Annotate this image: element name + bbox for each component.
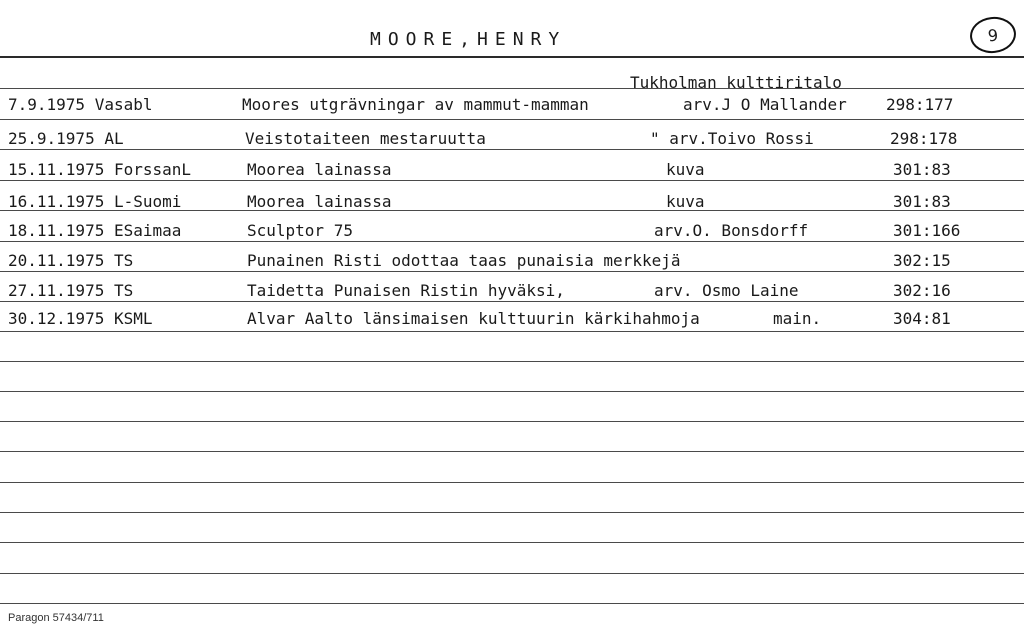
entry-note: arv. Osmo Laine: [654, 281, 799, 300]
entry-note: kuva: [666, 192, 705, 211]
divider: [0, 241, 1024, 242]
entry-title: Veistotaiteen mestaruutta: [245, 129, 486, 148]
entry-note: arv.O. Bonsdorff: [654, 221, 809, 240]
card-footer: Paragon 57434/711: [8, 612, 104, 624]
header-note: Tukholman kulttiritalo: [630, 73, 842, 92]
divider: [0, 361, 1024, 362]
entry-date-source: 7.9.1975 Vasabl: [8, 95, 153, 114]
page-number: 9: [986, 25, 1000, 45]
divider: [0, 119, 1024, 120]
entry-note: kuva: [666, 160, 705, 179]
divider: [0, 331, 1024, 332]
divider: [0, 573, 1024, 574]
divider: [0, 482, 1024, 483]
entry-ref: 302:15: [893, 251, 951, 270]
entry-date-source: 18.11.1975 ESaimaa: [8, 221, 182, 240]
divider: [0, 271, 1024, 272]
entry-title: Alvar Aalto länsimaisen kulttuurin kärkihahmoja: [247, 309, 700, 328]
entry-date-source: 16.11.1975 L-Suomi: [8, 192, 182, 211]
entry-date-source: 15.11.1975 ForssanL: [8, 160, 192, 179]
entry-ref: 302:16: [893, 281, 951, 300]
card-title: MOORE,HENRY: [370, 29, 567, 50]
divider: [0, 421, 1024, 422]
entry-date-source: 25.9.1975 AL: [8, 129, 124, 148]
divider: [0, 542, 1024, 543]
entry-title: Moores utgrävningar av mammut-mamman: [242, 95, 589, 114]
divider: [0, 149, 1024, 150]
entry-title: Sculptor 75: [247, 221, 353, 240]
entry-ref: 298:177: [886, 95, 954, 114]
entry-date-source: 30.12.1975 KSML: [8, 309, 153, 328]
entry-ref: 301:166: [893, 221, 961, 240]
divider: [0, 391, 1024, 392]
divider: [0, 301, 1024, 302]
page-number-badge: [968, 15, 1018, 56]
entry-title: Taidetta Punaisen Ristin hyväksi,: [247, 281, 565, 300]
entry-title: Moorea lainassa: [247, 160, 392, 179]
divider: [0, 88, 1024, 89]
entry-note: main.: [773, 309, 822, 328]
divider: [0, 451, 1024, 452]
divider: [0, 56, 1024, 58]
divider: [0, 180, 1024, 181]
entry-date-source: 20.11.1975 TS: [8, 251, 134, 270]
entry-ref: 301:83: [893, 192, 951, 211]
entry-title: Moorea lainassa: [247, 192, 392, 211]
divider: [0, 603, 1024, 604]
entry-note: arv.J O Mallander: [683, 95, 847, 114]
entry-ref: 301:83: [893, 160, 951, 179]
entry-date-source: 27.11.1975 TS: [8, 281, 134, 300]
entry-title: Punainen Risti odottaa taas punaisia merkkejä: [247, 251, 681, 270]
entry-note: " arv.Toivo Rossi: [650, 129, 814, 148]
divider: [0, 512, 1024, 513]
entry-ref: 304:81: [893, 309, 951, 328]
entry-ref: 298:178: [890, 129, 958, 148]
